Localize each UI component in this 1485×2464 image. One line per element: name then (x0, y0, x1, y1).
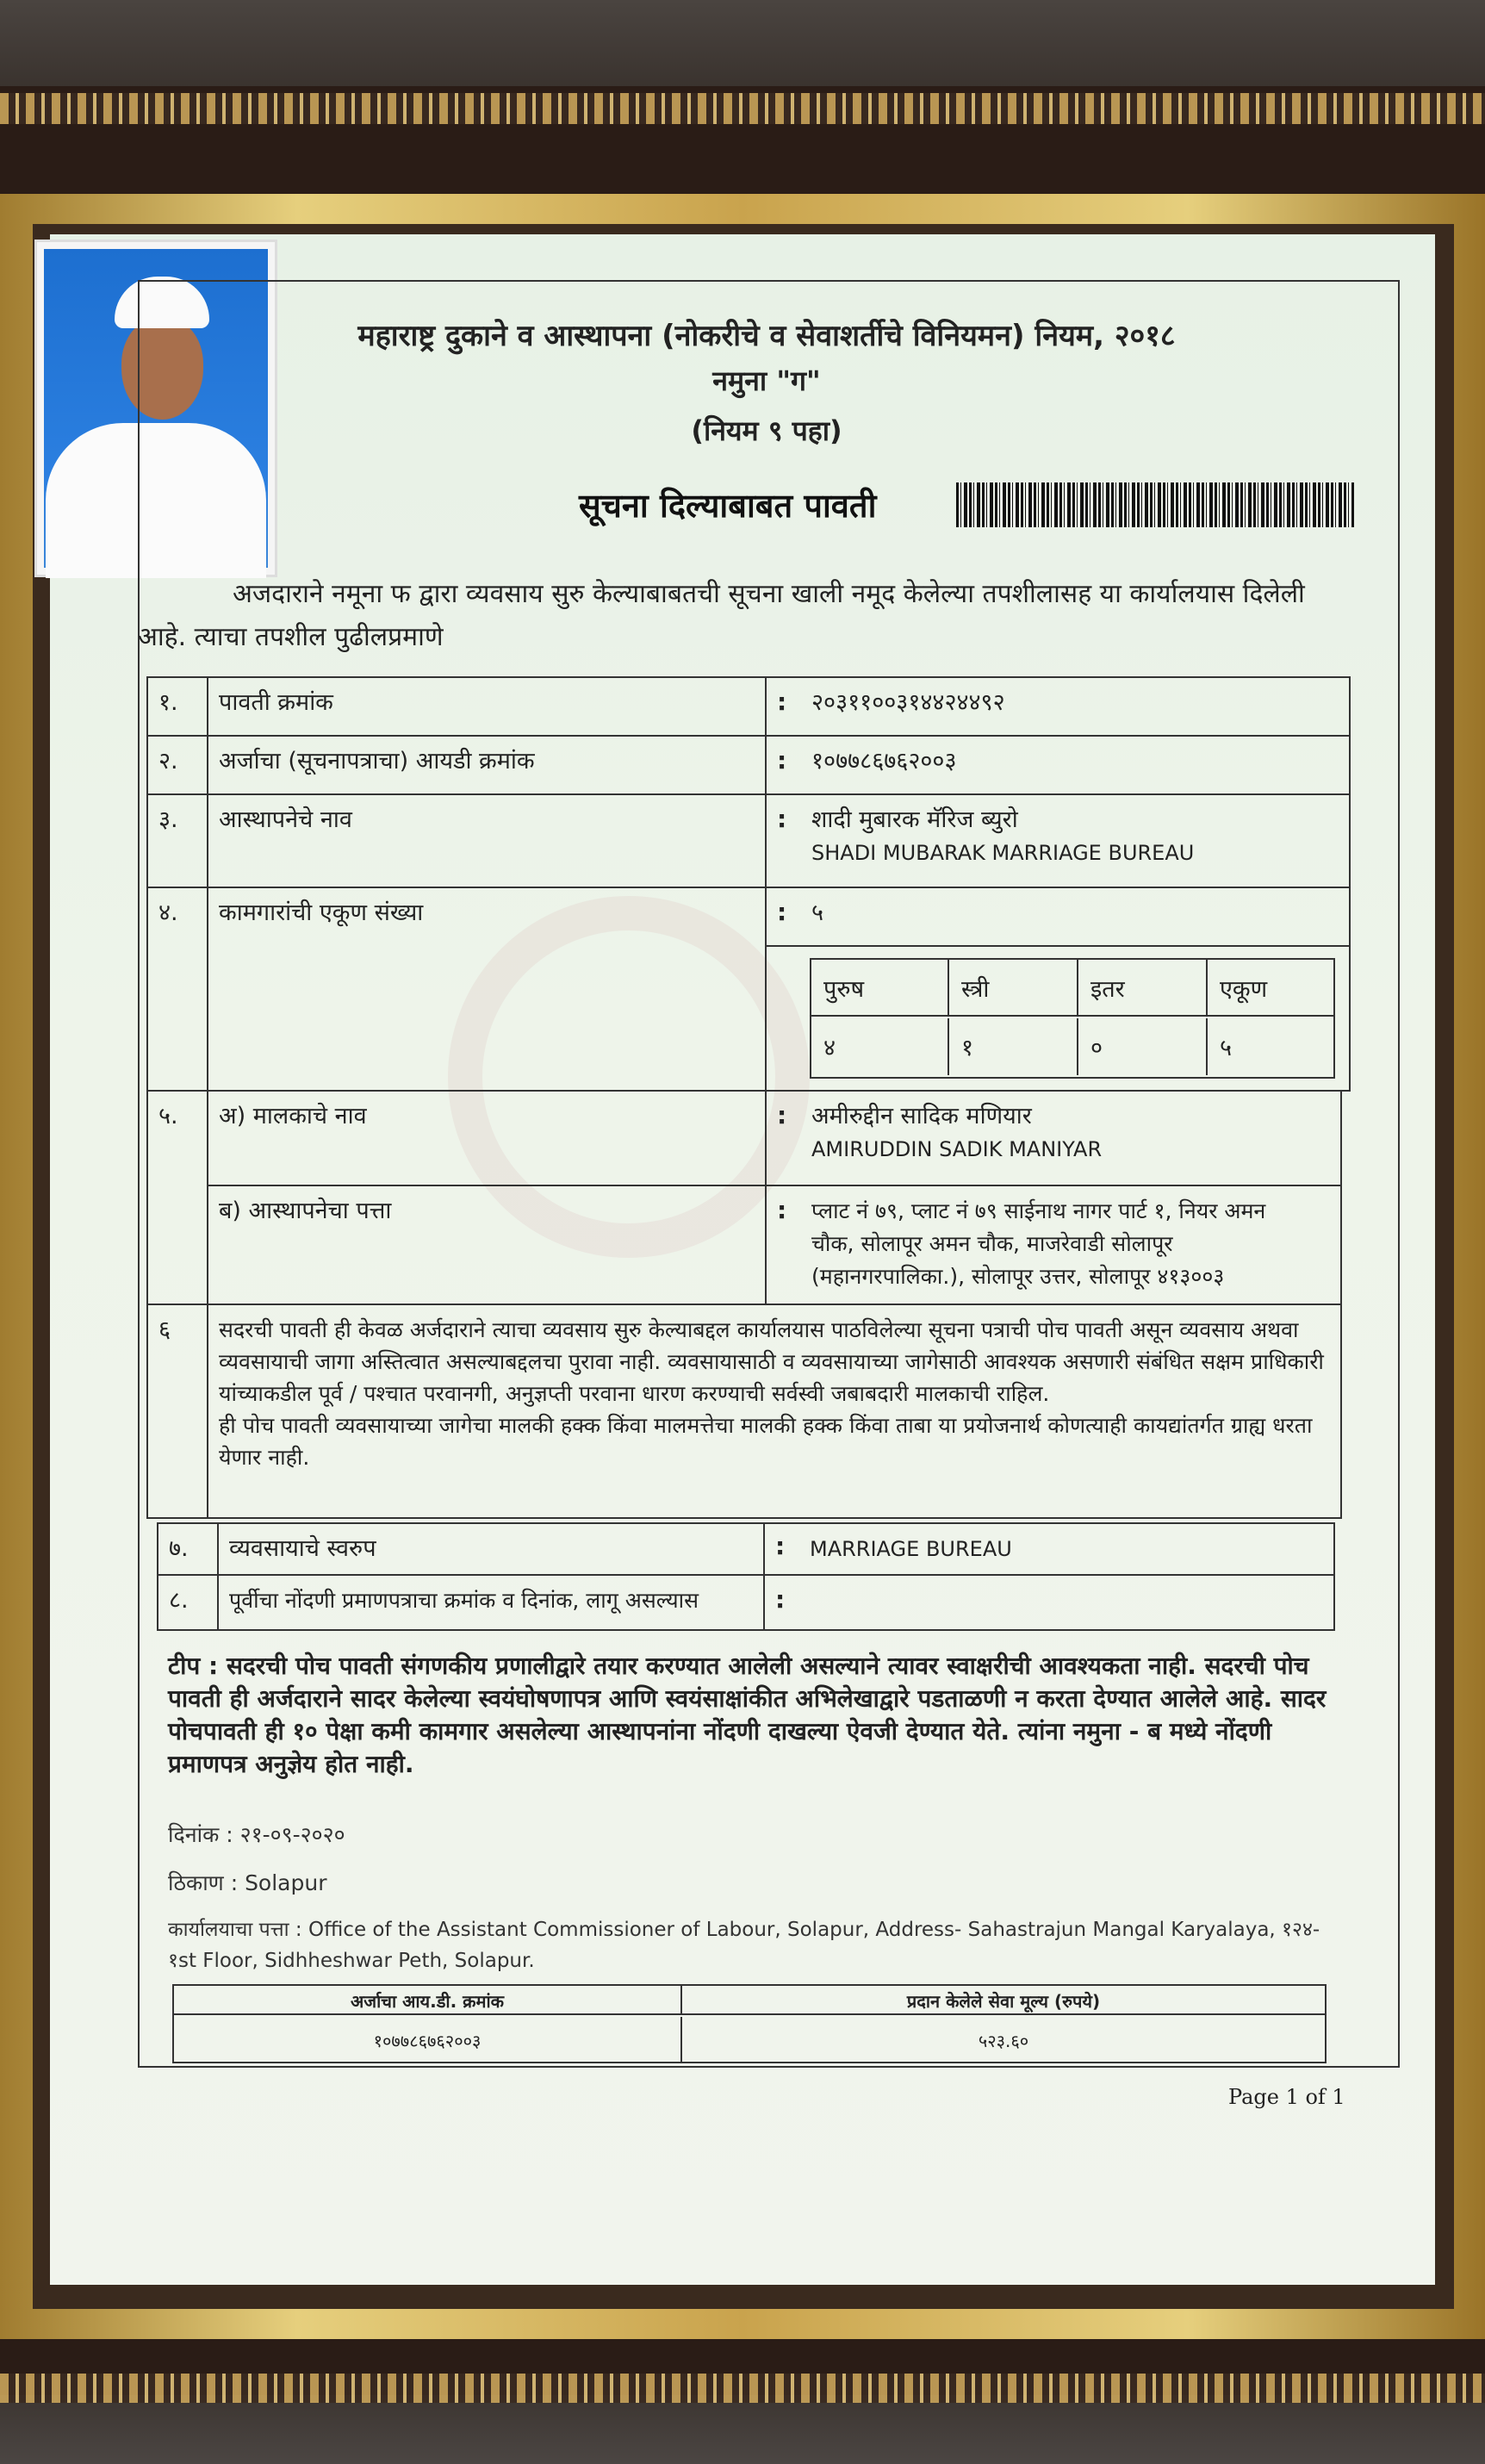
establishment-name-marathi: शादी मुबारक मॅरिज ब्युरो (811, 806, 1018, 833)
row3-colon: : (777, 805, 787, 833)
establishment-name-english: SHADI MUBARAK MARRIAGE BUREAU (811, 841, 1195, 865)
row2-label: अर्जाचा (सूचनापत्राचा) आयडी क्रमांक (207, 735, 767, 795)
row1-value: २०३११००३१४४२४४९२ (765, 676, 1351, 737)
header-total: एकूण (1208, 960, 1333, 1017)
row6-text (207, 1304, 1342, 1519)
value-other: ० (1078, 1018, 1208, 1075)
row4-value: ५ (765, 887, 1351, 947)
row6-number: ६ (146, 1304, 208, 1519)
page-number: Page 1 of 1 (1228, 2085, 1345, 2109)
row1-label: पावती क्रमांक (207, 676, 767, 737)
worker-breakdown-table (810, 958, 1335, 1079)
row2-value: १०७७८६७६२००३ (765, 735, 1351, 795)
service-fee-value: ५२३.६० (978, 2031, 1029, 2051)
row4-label: कामगारांची एकूण संख्या (207, 887, 767, 1092)
row3-label: आस्थापनेचे नाव (207, 793, 767, 888)
office-address-text: Office of the Assistant Commissioner of Labour, Solapur, Address- Sahastrajun Mangal Karyalaya, १२४- १st Floor, Sidhheshwar Peth, Solapur. (168, 1919, 1320, 1972)
header-other: इतर (1078, 960, 1208, 1017)
office-address-block (168, 1914, 1322, 1976)
header-line-2: नमुना "ग" (712, 364, 821, 397)
barcode (956, 482, 1354, 527)
row5b-colon: : (777, 1196, 787, 1224)
row5a-value (765, 1090, 1342, 1186)
application-id-header: अर्जाचा आय.डी. क्रमांक (174, 1986, 682, 2015)
row7-label: व्यवसायाचे स्वरुप (217, 1522, 765, 1576)
value-total: ५ (1220, 1035, 1233, 1061)
row2-colon: : (777, 746, 787, 775)
row5b-label: ब) आस्थापनेचा पत्ता (207, 1185, 767, 1305)
row8-value (763, 1574, 1335, 1631)
row5a-colon: : (777, 1101, 787, 1129)
address-line-3: (महानगरपालिका.), सोलापूर उत्तर, सोलापूर ४१३००३ (811, 1264, 1225, 1289)
address-line-2: चौक, सोलापूर अमन चौक, माजरेवाडी सोलापूर (811, 1231, 1173, 1256)
disclaimer-paragraph-1: सदरची पावती ही केवळ अर्जदाराने त्याचा व्यवसाय सुरु केल्याबद्दल कार्यालयास पाठविलेल्या सूचना पत्राची पोच पावती असून व्यवसाय अथवा व्यवसायाची जागा अस्तित्वात असल्याबद्दलचा पुरावा नाही. व्यवसायासाठी व व्यवसायाच्या जागेसाठी आवश्यक असणारी संबंधित सक्षम प्राधिकारी यांच्याकडील पूर्व / पश्चात परवानगी, अनुज्ञप्ती परवाना धारण करण्याची सर्वस्वी जबाबदारी मालकाची राहिल. (219, 1317, 1324, 1406)
row1-colon: : (777, 688, 787, 716)
row4-colon: : (777, 898, 787, 926)
place-line: ठिकाण : Solapur (168, 1870, 327, 1895)
value-female: १ (949, 1018, 1078, 1075)
application-id-value: १०७७८६७६२००३ (174, 2017, 682, 2062)
row5-number: ५. (146, 1090, 208, 1305)
owner-name-english: AMIRUDDIN SADIK MANIYAR (811, 1137, 1103, 1161)
date-line: दिनांक : २१-०९-२०२० (168, 1822, 345, 1847)
row4-number: ४. (146, 887, 208, 1092)
row7-colon: : (775, 1532, 786, 1560)
row1-number: १. (146, 676, 208, 737)
service-fee-header: प्रदान केलेले सेवा मूल्य (रुपये) (682, 1986, 1325, 2015)
receipt-heading: सूचना दिल्याबाबत पावती (579, 487, 877, 525)
row8-colon: : (775, 1585, 786, 1614)
row7-value: MARRIAGE BUREAU (763, 1522, 1335, 1576)
row8-number: ८. (157, 1574, 219, 1631)
row2-number: २. (146, 735, 208, 795)
row7-number: ७. (157, 1522, 219, 1576)
header-female: स्त्री (949, 960, 1078, 1017)
row8-label: पूर्वीचा नोंदणी प्रमाणपत्राचा क्रमांक व दिनांक, लागू असल्यास (217, 1574, 765, 1631)
row3-number: ३. (146, 793, 208, 888)
row5a-label: अ) मालकाचे नाव (207, 1090, 767, 1186)
header-male: पुरुष (811, 960, 949, 1017)
disclaimer-paragraph-2: ही पोच पावती व्यवसायाच्या जागेचा मालकी हक्क किंवा मालमत्तेचा मालकी हक्क किंवा ताबा या प्रयोजनार्थ कोणत्याही कायद्यांतर्गत ग्राह्य धरता येणार नाही. (219, 1413, 1313, 1470)
header-line-3: (नियम ९ पहा) (691, 414, 842, 447)
intro-paragraph: अजदाराने नमूना फ द्वारा व्यवसाय सुरु केल्याबाबतची सूचना खाली नमूद केलेल्या तपशीलासह या कार्यालयास दिलेली आहे. त्याचा तपशील पुढीलप्रमाणे (138, 579, 1305, 652)
owner-name-marathi: अमीरुद्दीन सादिक मणियार (811, 1103, 1032, 1129)
frame-bead-border-bottom (0, 2374, 1485, 2403)
note-paragraph: टीप : सदरची पोच पावती संगणकीय प्रणालीद्वारे तयार करण्यात आलेली असल्याने त्यावर स्वाक्षरीची आवश्यकता नाही. सदरची पोच पावती ही अर्जदाराने सादर केलेल्या स्वयंघोषणापत्र आणि स्वयंसाक्षांकीत अभिलेखाद्वारे पडताळणी न करता देण्यात आलेले आहे. सादर पोचपावती ही १० पेक्षा कमी कामगार असलेल्या आस्थापनांना नोंदणी दाखल्या ऐवजी देण्यात येते. त्यांना नमुना - ब मध्ये नोंदणी प्रमाणपत्र अनुज्ञेय होत नाही. (168, 1652, 1327, 1778)
row3-value (765, 793, 1351, 888)
row5b-value (765, 1185, 1342, 1305)
address-line-1: प्लाट नं ७९, प्लाट नं ७९ साईनाथ नागर पार्ट १, नियर अमन (811, 1198, 1266, 1223)
value-male: ४ (811, 1018, 949, 1075)
office-address-label: कार्यालयाचा पत्ता : (168, 1919, 302, 1941)
header-line-1: महाराष्ट्र दुकाने व आस्थापना (नोकरीचे व सेवाशर्तीचे विनियमन) नियम, २०१८ (357, 319, 1176, 353)
frame-bead-border-top (0, 93, 1485, 124)
service-fee-table (172, 1984, 1327, 2063)
